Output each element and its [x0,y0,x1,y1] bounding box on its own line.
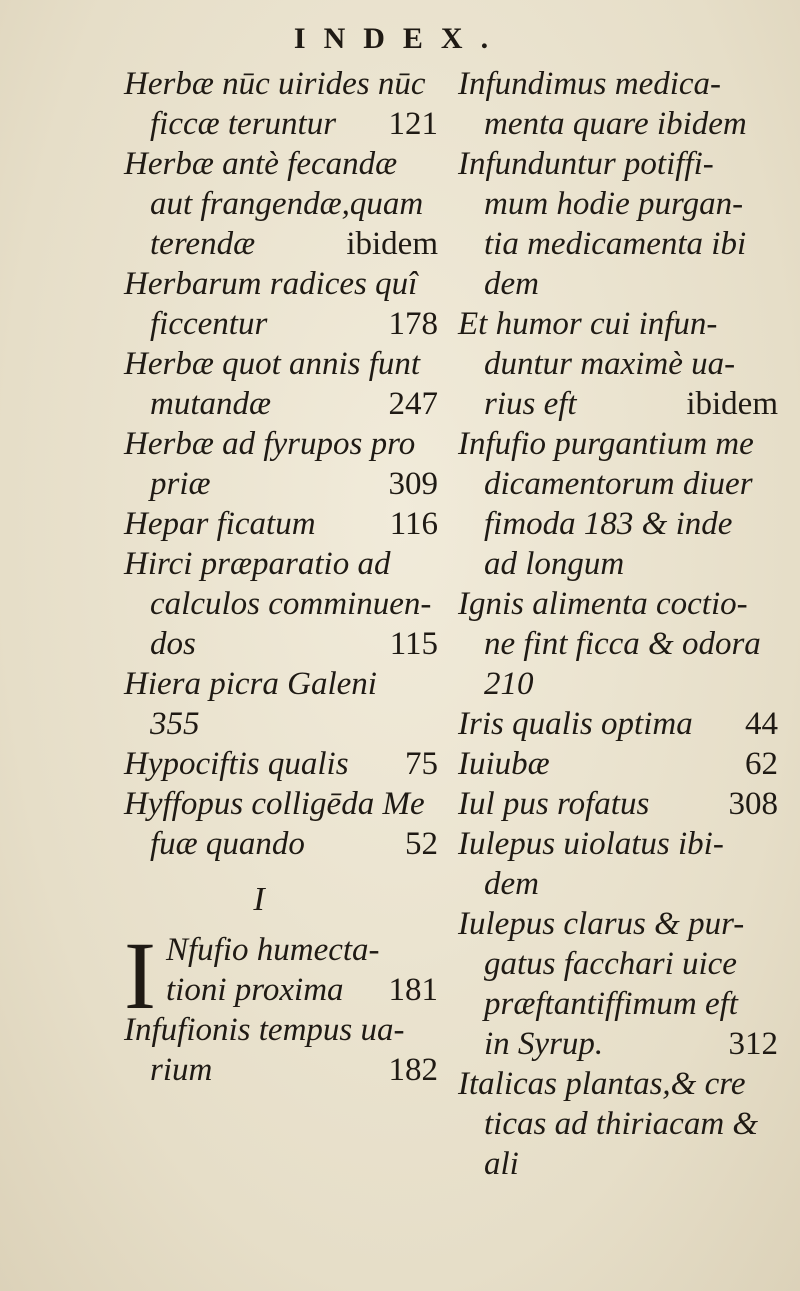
entry-line: ad longum [484,546,625,582]
index-entry [124,144,454,264]
index-entry [458,584,788,704]
entry-line: ficcæ teruntur [150,106,337,142]
page-number: ibidem [686,386,778,422]
page-number: 178 [388,306,438,342]
drop-cap: I [124,922,156,1029]
entry-line: dicamentorum diuer [484,466,753,502]
entry-line: 210 [484,666,534,702]
entry-line: tia medicamenta ibi [484,226,747,262]
index-entry [124,544,454,664]
entry-line: dem [484,266,539,302]
index-entry [458,744,788,784]
page-number: 309 [388,466,438,502]
left-column [124,64,454,1090]
entry-line: in Syrup. [484,1026,604,1062]
page-number: 308 [728,786,778,822]
entry-line: Herbæ ad fyrupos pro [124,426,416,462]
page-number: 52 [405,826,438,862]
entry-line: Iris qualis optima [458,706,693,742]
index-entry [458,784,788,824]
index-entry [124,64,454,144]
index-entry [124,664,454,744]
index-entry [124,504,454,544]
entry-line: mutandæ [150,386,272,422]
index-entry [458,904,788,1064]
entry-line: terendæ [150,226,256,262]
entry-line: fimoda 183 & inde [484,506,733,542]
index-entry [458,304,788,424]
index-entry [458,64,788,144]
page-number: 116 [389,506,438,542]
page-number: 312 [728,1026,778,1062]
page-number: 121 [388,106,438,142]
entry-line: ne fint ficca & odora [484,626,761,662]
index-entry [458,704,788,744]
page-number: 75 [405,746,438,782]
index-entry [124,1010,454,1090]
section-letter: I [253,881,265,918]
entry-line: Italicas plantas,& cre [458,1066,746,1102]
page-number: 181 [388,972,438,1008]
entry-line: Et humor cui infun- [458,306,718,342]
index-entry [458,824,788,904]
index-entry [124,744,454,784]
entry-line: Herbarum radices quî [124,266,418,302]
entry-line: duntur maximè ua- [484,346,736,382]
entry-line: rius eft [484,386,577,422]
entry-line: Herbæ quot annis funt [124,346,421,382]
page-number: 115 [389,626,438,662]
right-column [458,64,788,1184]
entry-line: dem [484,866,539,902]
entry-line: rium [150,1052,213,1088]
index-entry [124,784,454,864]
page-number: 182 [388,1052,438,1088]
page-number: 62 [745,746,778,782]
page-header: INDEX. [293,22,507,55]
index-entry [458,144,788,304]
entry-line: Hypociftis qualis [124,746,349,782]
entry-line: Infufio purgantium me [458,426,754,462]
entry-line: Hiera picra Galeni [124,666,377,702]
entry-line: 355 [150,706,200,742]
index-entry [124,344,454,424]
page-number: 44 [745,706,778,742]
entry-line: Nfufio humecta- [166,932,380,968]
entry-line: Infufionis tempus ua- [124,1012,405,1048]
entry-line: ali [484,1146,519,1182]
index-entry [458,424,788,584]
entry-line: Herbæ antè fecandæ [124,146,398,182]
page-number: ibidem [346,226,438,262]
entry-line: Infundimus medica- [458,66,722,102]
entry-line: fuæ quando [150,826,305,862]
entry-line: Hirci præparatio ad [124,546,391,582]
index-entry [458,1064,788,1184]
entry-line: ticas ad thiriacam & [484,1106,759,1142]
entry-line: Infunduntur potiffi- [458,146,714,182]
entry-line: Ignis alimenta coctio- [458,586,748,622]
entry-line: Iulepus clarus & pur- [458,906,745,942]
entry-line: Hepar ficatum [124,506,316,542]
entry-line: tioni proxima [166,972,344,1008]
entry-line: ficcentur [150,306,268,342]
entry-line: Hyffopus colligēda Me [124,786,425,822]
entry-line: Iulepus uiolatus ibi- [458,826,724,862]
entry-line: gatus facchari uice [484,946,737,982]
index-entry [124,424,454,504]
index-entry [124,264,454,344]
entry-line: aut frangendæ,quam [150,186,424,222]
entry-line: dos [150,626,196,662]
index-entry [124,922,454,1029]
page-number: 247 [388,386,438,422]
entry-line: præftantiffimum eft [484,986,738,1022]
entry-line: Herbæ nūc uirides nūc [124,66,426,102]
entry-line: Iul pus rofatus [458,786,650,822]
entry-line: mum hodie purgan- [484,186,744,222]
entry-line: menta quare ibidem [484,106,747,142]
entry-line: calculos comminuen- [150,586,432,622]
entry-line: Iuiubæ [458,746,550,782]
entry-line: priæ [150,466,211,502]
